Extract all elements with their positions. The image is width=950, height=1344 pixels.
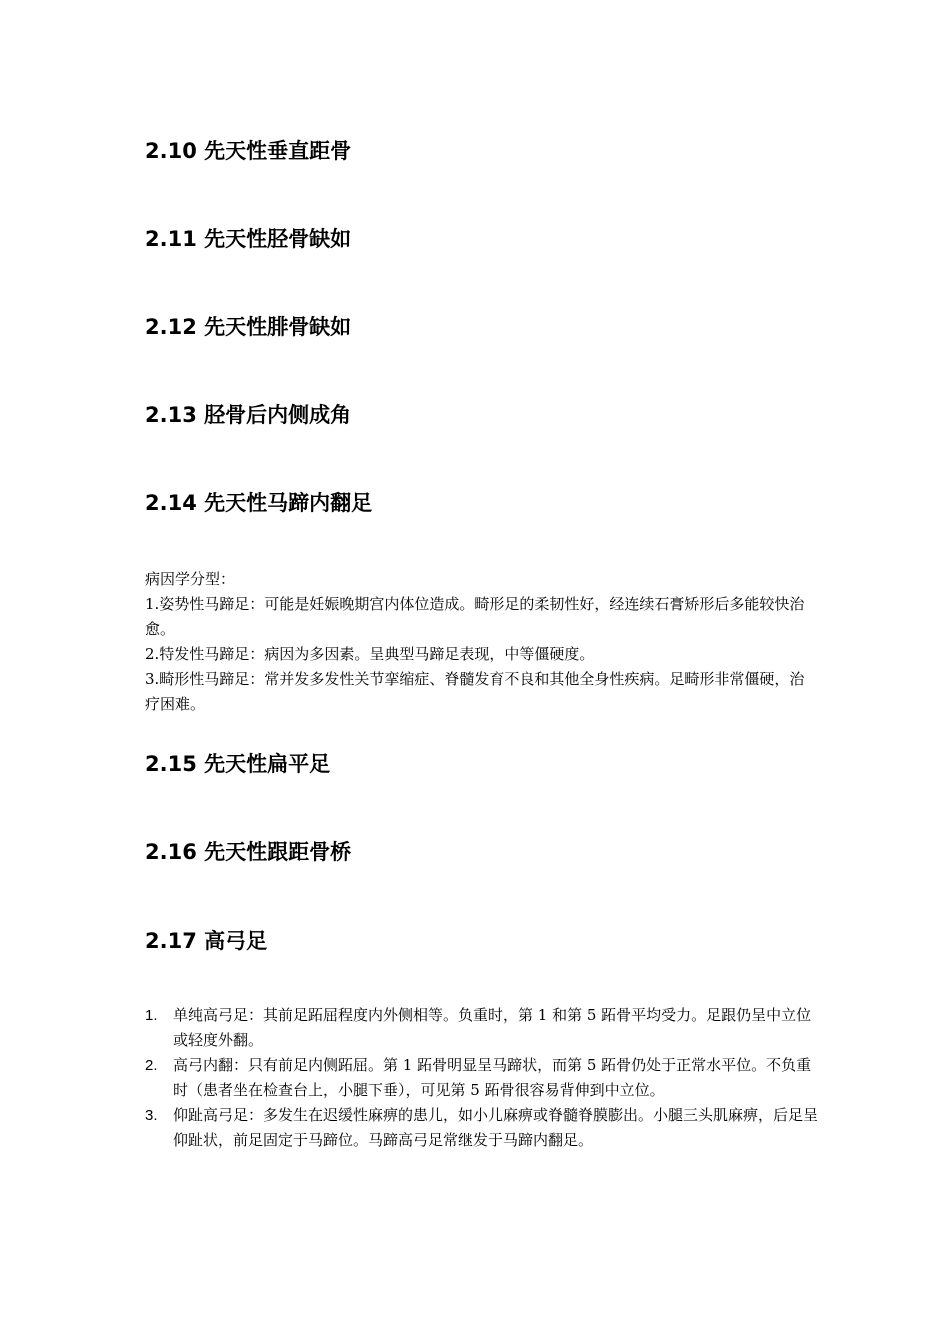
list-item (145, 1103, 825, 1153)
section-heading-2-12 (145, 314, 351, 340)
pes-cavus-list (145, 1003, 825, 1153)
section-title: 高弓足 (204, 929, 268, 953)
clubfoot-classification (145, 567, 815, 717)
section-number: 2.12 (145, 315, 197, 339)
section-number: 2.14 (145, 491, 197, 515)
section-title: 先天性腓骨缺如 (204, 315, 352, 339)
list-item (145, 1003, 825, 1053)
list-item (145, 1053, 825, 1103)
section-title: 胫骨后内侧成角 (204, 403, 352, 427)
section-title: 先天性马蹄内翻足 (204, 491, 373, 515)
list-item-text: 仰趾高弓足：多发生在迟缓性麻痹的患儿，如小儿麻痹或脊髓脊膜膨出。小腿三头肌麻痹，后足呈仰趾状，前足固定于马蹄位。马蹄高弓足常继发于马蹄内翻足。 (173, 1106, 819, 1149)
list-marker: 1. (145, 1007, 158, 1024)
section-number: 2.16 (145, 840, 197, 864)
section-number: 2.10 (145, 139, 197, 163)
section-heading-2-10 (145, 138, 351, 164)
section-heading-2-13 (145, 402, 351, 428)
list-marker: 3. (145, 1107, 158, 1124)
section-heading-2-16 (145, 839, 351, 865)
clubfoot-type-2: 2.特发性马蹄足：病因为多因素。呈典型马蹄足表现，中等僵硬度。 (145, 645, 595, 663)
section-heading-2-15 (145, 751, 330, 777)
section-number: 2.17 (145, 929, 197, 953)
section-number: 2.13 (145, 403, 197, 427)
section-title: 先天性跟距骨桥 (204, 840, 352, 864)
section-number: 2.11 (145, 227, 197, 251)
clubfoot-intro: 病因学分型： (145, 570, 236, 588)
section-heading-2-11 (145, 226, 351, 252)
list-item-text: 高弓内翻：只有前足内侧跖屈。第 1 跖骨明显呈马蹄状，而第 5 跖骨仍处于正常水平位。不负重时（患者坐在检查台上，小腿下垂），可见第 5 跖骨很容易背伸到中立位。 (173, 1056, 812, 1099)
section-title: 先天性扁平足 (204, 752, 331, 776)
clubfoot-type-1: 1.姿势性马蹄足：可能是妊娠晚期宫内体位造成。畸形足的柔韧性好，经连续石膏矫形后多能较快治愈。 (145, 595, 805, 638)
section-number: 2.15 (145, 752, 197, 776)
list-marker: 2. (145, 1057, 158, 1074)
section-title: 先天性垂直距骨 (204, 139, 352, 163)
section-title: 先天性胫骨缺如 (204, 227, 352, 251)
section-heading-2-14 (145, 490, 372, 516)
list-item-text: 单纯高弓足：其前足跖屈程度内外侧相等。负重时，第 1 和第 5 跖骨平均受力。足跟仍呈中立位或轻度外翻。 (173, 1006, 812, 1049)
section-heading-2-17 (145, 928, 267, 954)
clubfoot-type-3: 3.畸形性马蹄足：常并发多发性关节挛缩症、脊髓发育不良和其他全身性疾病。足畸形非常僵硬，治疗困难。 (145, 670, 805, 713)
